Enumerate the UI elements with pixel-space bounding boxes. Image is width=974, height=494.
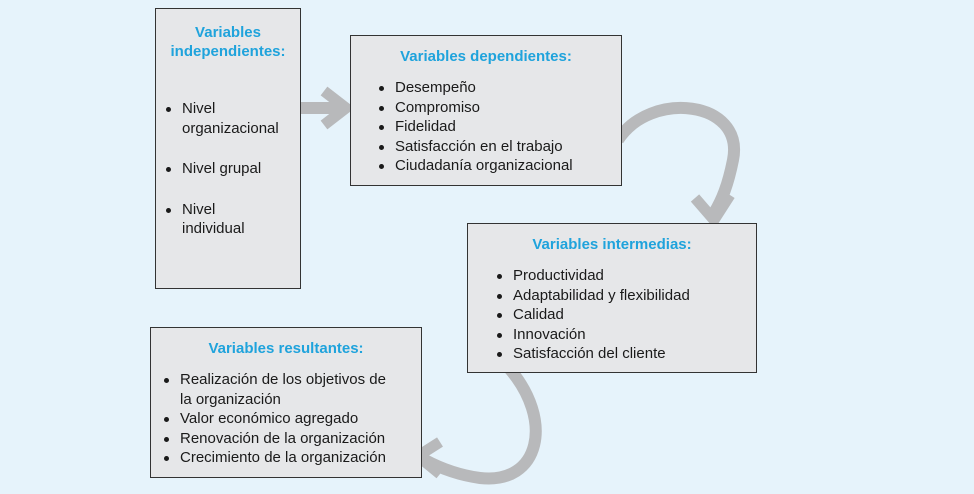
variable-list bbox=[162, 370, 421, 468]
list-item: Adaptabilidad y flexibilidad bbox=[495, 286, 756, 306]
variable-list bbox=[377, 78, 621, 176]
list-item: Valor económico agregado bbox=[162, 409, 421, 429]
box-title: Variables intermedias: bbox=[532, 236, 692, 253]
box-variables-resultantes bbox=[150, 327, 422, 478]
list-item: Satisfacción en el trabajo bbox=[377, 137, 621, 157]
list-item: Fidelidad bbox=[377, 117, 621, 137]
list-item: Productividad bbox=[495, 266, 756, 286]
box-variables-independientes bbox=[155, 8, 301, 289]
list-item: Renovación de la organización bbox=[162, 429, 421, 449]
arrow-dep-to-int bbox=[618, 108, 734, 220]
list-item: Ciudadanía organizacional bbox=[377, 156, 621, 176]
box-title: Variables resultantes: bbox=[208, 340, 364, 357]
variable-list bbox=[495, 266, 756, 364]
list-item: Innovación bbox=[495, 325, 756, 345]
list-item: Satisfacción del cliente bbox=[495, 344, 756, 364]
variable-list bbox=[164, 99, 300, 239]
list-item: Nivel individual bbox=[164, 200, 300, 239]
box-variables-dependientes bbox=[350, 35, 622, 186]
list-item: Crecimiento de la organización bbox=[162, 448, 421, 468]
list-item: Desempeño bbox=[377, 78, 621, 98]
box-title: Variables independientes: bbox=[170, 24, 286, 60]
arrow-int-to-res bbox=[418, 367, 536, 479]
list-item: Compromiso bbox=[377, 98, 621, 118]
box-variables-intermedias bbox=[467, 223, 757, 373]
box-title: Variables dependientes: bbox=[400, 48, 572, 65]
list-item: Realización de los objetivos de la organización bbox=[162, 370, 421, 409]
list-item: Calidad bbox=[495, 305, 756, 325]
list-item: Nivel grupal bbox=[164, 159, 300, 179]
list-item: Nivel organizacional bbox=[164, 99, 300, 138]
